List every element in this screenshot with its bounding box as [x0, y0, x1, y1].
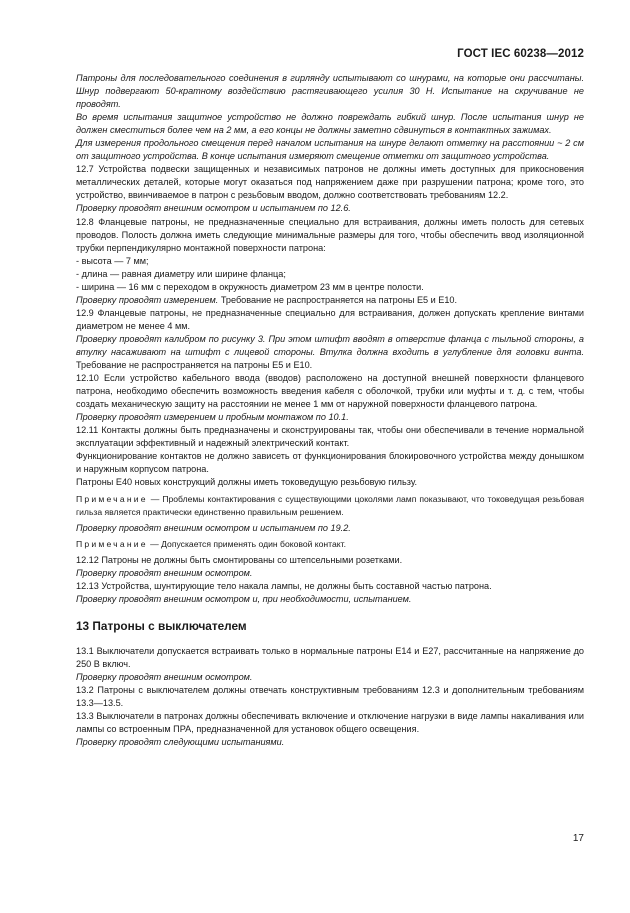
note-label: Примечание	[76, 493, 148, 504]
italic-paragraph: Проверку проводят внешним осмотром и испытанием по 12.6.	[76, 203, 351, 214]
paragraph: - ширина — 16 мм с переходом в окружность диаметром 23 мм в центре полости.	[76, 281, 424, 292]
italic-paragraph: Проверку проводят внешним осмотром.	[76, 672, 253, 683]
paragraph: 13.2 Патроны с выключателем должны отвечать конструктивным требованиям 12.3 и дополнительным требованиям 13.3—13.5.	[76, 685, 584, 709]
mixed-paragraph	[76, 333, 584, 372]
note-paragraph	[76, 538, 584, 551]
document-id-header: ГОСТ IEC 60238—2012	[457, 48, 584, 60]
note-paragraph	[76, 493, 584, 519]
italic-paragraph: Для измерения продольного смещения перед началом испытания на шнуре делают отметку на расстоянии ~ 2 см от защитного устройства. В конце испытания измеряют смещение отметки от защитного устройства.	[76, 138, 584, 162]
italic-text: Проверку проводят калибром по рисунку 3. При этом штифт вводят в отверстие фланца с тыльной стороны, а втулку насаживают на штифт с лицевой стороны. Втулка должна входить в углубление для головки винта.	[76, 333, 584, 357]
italic-paragraph: Проверку проводят следующими испытаниями.	[76, 737, 285, 748]
italic-paragraph: Проверку проводят внешним осмотром и, при необходимости, испытанием.	[76, 593, 412, 604]
paragraph: 12.7 Устройства подвески защищенных и независимых патронов не должны иметь доступных для прикосновения металлических деталей, которые могут оказаться под напряжением даже при разрушении патрона; кроме того, это устройство, ввинчиваемое в патрон с резьбовым вводом, должно соответствовать требованиям 12.2.	[76, 164, 584, 201]
paragraph: 12.9 Фланцевые патроны, не предназначенные специально для встраивания, должен допускать крепление винтами диаметром не менее 4 мм.	[76, 307, 584, 331]
section-title: 13 Патроны с выключателем	[76, 618, 247, 633]
note-text: — Допускается применять один боковой контакт.	[147, 538, 347, 549]
paragraph: 12.8 Фланцевые патроны, не предназначенные специально для встраивания, должны иметь полость для сетевых проводов. Полость должна иметь следующие минимальные размеры для того, чтобы обеспечить ввод изоляционной трубки перпендикулярно монтажной поверхности патрона:	[76, 216, 584, 253]
paragraph: 12.10 Если устройство кабельного ввода (вводов) расположено на доступной внешней поверхности фланцевого патрона, необходимо обеспечить возможность введения кабеля с оболочкой, трубки или муфты и т. д. с тем, чтобы создать механическую защиту на расстоянии не менее 1 мм от наружной поверхности фланцевого патрона.	[76, 373, 584, 410]
note-label: Примечание	[76, 538, 148, 549]
paragraph: 13.3 Выключатели в патронах должны обеспечивать включение и отключение нагрузки в виде лампы накаливания или лампы со встроенным ПРА, предназначенной для установок общего освещения.	[76, 711, 584, 735]
section-paragraph-list	[76, 645, 584, 749]
italic-paragraph: Проверку проводят измерением и пробным монтажом по 10.1.	[76, 412, 349, 423]
paragraph: 12.12 Патроны не должны быть смонтированы со штепсельными розетками.	[76, 554, 403, 565]
paragraph: - длина — равная диаметру или ширине фланца;	[76, 268, 286, 279]
mixed-paragraph	[76, 294, 584, 307]
paragraph: - высота — 7 мм;	[76, 255, 149, 266]
paragraph: 12.11 Контакты должны быть предназначены и сконструированы так, чтобы они обеспечивали в течение нормальной эксплуатации эффективный и надежный электрический контакт.	[76, 425, 584, 449]
document-body	[76, 72, 584, 749]
page-number: 17	[572, 833, 584, 844]
italic-paragraph: Проверку проводят внешним осмотром.	[76, 567, 253, 578]
note-text: — Проблемы контактирования с существующими цоколями ламп показывают, что токоведущая резьбовая гильза является практически единственно правильным решением.	[76, 493, 584, 517]
italic-text: Проверку проводят измерением.	[76, 294, 219, 305]
paragraph: 13.1 Выключатели допускается встраивать только в нормальные патроны Е14 и Е27, рассчитанные на напряжение до 250 В включ.	[76, 645, 584, 669]
italic-paragraph: Патроны для последовательного соединения в гирлянду испытывают со шнурами, на которые они рассчитаны. Шнур подвергают 50-кратному воздействию растягивающего усилия 30 Н. Испытание на скручивание не проводят.	[76, 73, 584, 110]
paragraph-list	[76, 72, 584, 606]
italic-paragraph: Во время испытания защитное устройство не должно повреждать гибкий шнур. После испытания шнур не должен сместиться более чем на 2 мм, а его концы не должны заметно сдвинуться в контактных зажимах.	[76, 112, 584, 136]
paragraph: Патроны Е40 новых конструкций должны иметь токоведущую резьбовую гильзу.	[76, 477, 418, 488]
italic-paragraph: Проверку проводят внешним осмотром и испытанием по 19.2.	[76, 522, 351, 533]
regular-text: Требование не распространяется на патроны Е5 и Е10.	[76, 360, 313, 371]
paragraph: Функционирование контактов не должно зависеть от функционирования блокировочного устройства между донышком и наружным корпусом патрона.	[76, 451, 584, 475]
paragraph: 12.13 Устройства, шунтирующие тело накала лампы, не должны быть составной частью патрона.	[76, 580, 492, 591]
regular-text: Требование не распространяется на патроны Е5 и Е10.	[218, 294, 458, 305]
